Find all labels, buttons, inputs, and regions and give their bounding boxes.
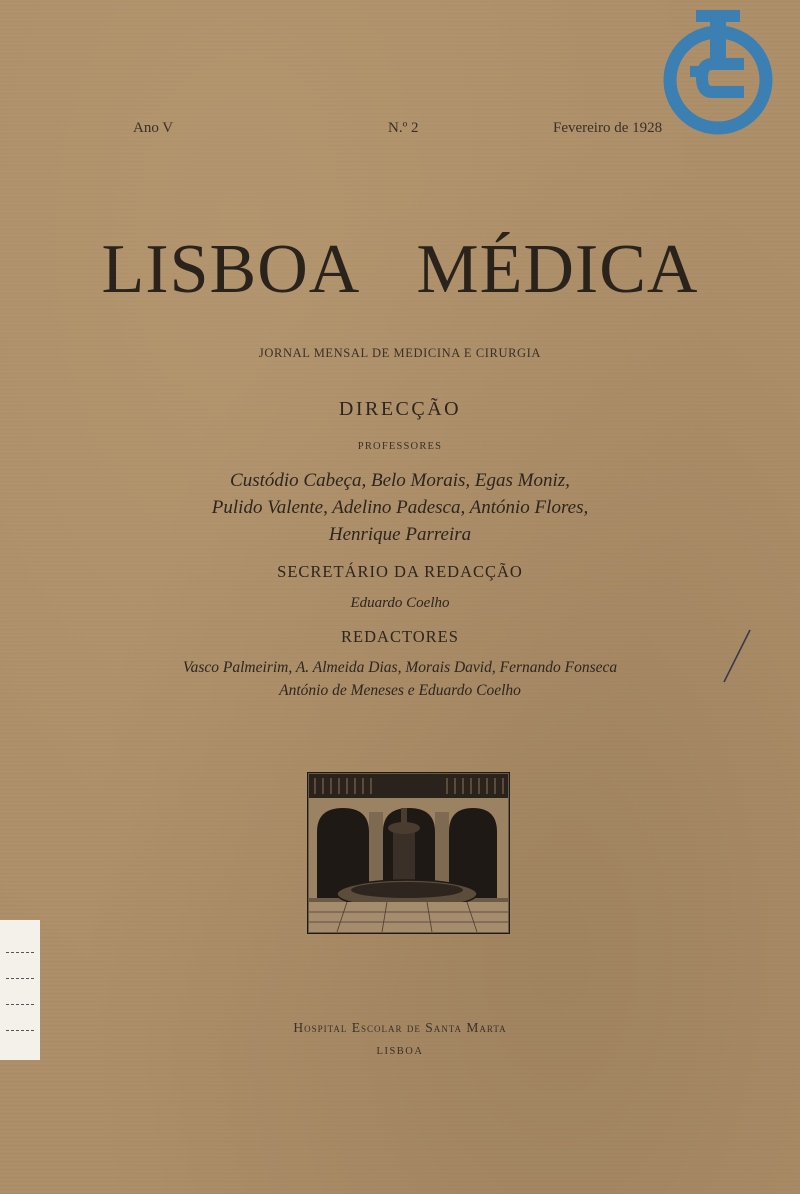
publisher-city: LISBOA <box>376 1046 424 1057</box>
professores-line-1: Custódio Cabeça, Belo Morais, Egas Moniz, <box>230 470 570 491</box>
redactores-line-1: Vasco Palmeirim, A. Almeida Dias, Morais David, Fernando Fonseca <box>182 659 618 676</box>
pen-mark <box>720 628 754 684</box>
journal-title-left: LISBOA <box>101 231 361 308</box>
issue-number: N.º 2 <box>388 120 419 136</box>
publisher-name: Hospital Escolar de Santa Marta <box>293 1020 507 1035</box>
cloister-fountain-engraving-icon <box>307 772 510 934</box>
journal-subtitle: JORNAL MENSAL DE MEDICINA E CIRURGIA <box>258 346 542 360</box>
secretario-heading: SECRETÁRIO DA REDACÇÃO <box>277 562 523 581</box>
redactores-line-2: António de Meneses e Eduardo Coelho <box>279 682 521 699</box>
issue-date: Fevereiro de 1928 <box>553 120 663 136</box>
secretario-name: Eduardo Coelho <box>350 595 450 611</box>
library-stamp-logo-icon <box>660 8 776 138</box>
journal-title <box>0 230 800 310</box>
professores-line-3: Henrique Parreira <box>328 524 472 545</box>
professores-label: PROFESSORES <box>357 441 443 452</box>
professores-line-2: Pulido Valente, Adelino Padesca, António Flores, <box>211 497 589 518</box>
redactores-heading: REDACTORES <box>341 627 459 646</box>
journal-title-right: MÉDICA <box>416 231 699 308</box>
library-label <box>0 920 40 1060</box>
volume-year: Ano V <box>133 120 174 136</box>
direccao-heading: DIRECÇÃO <box>338 398 462 420</box>
